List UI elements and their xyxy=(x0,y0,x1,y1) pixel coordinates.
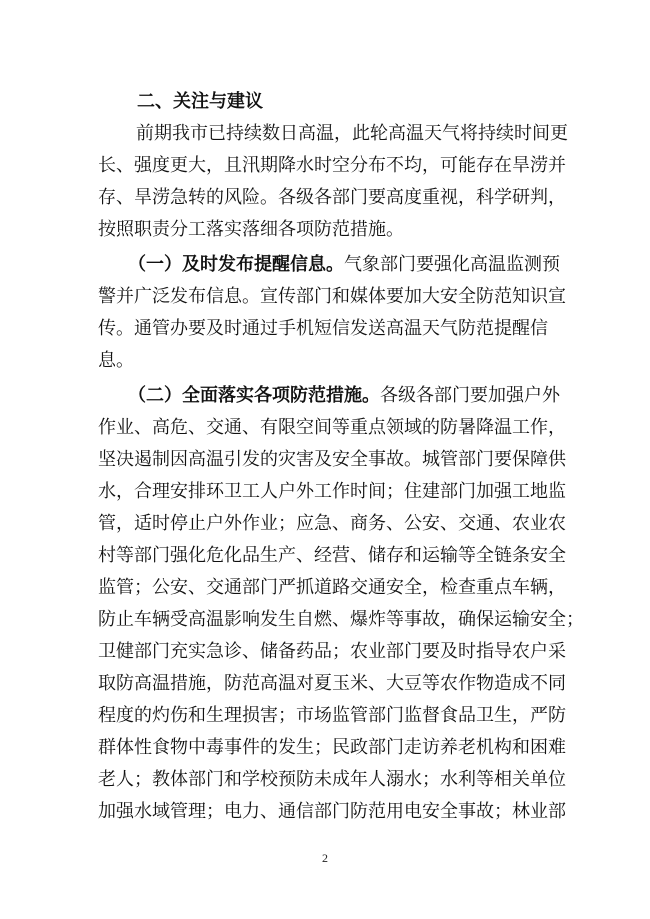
item2-line-7: 监管；公安、交通部门严抓道路交通安全，检查重点车辆， xyxy=(98,577,566,598)
item2-first-rest: 各级各部门要加强户外 xyxy=(380,385,560,406)
item2-line-13: 老人；教体部门和学校预防未成年人溺水；水利等相关单位 xyxy=(98,769,566,790)
section-heading: 二、关注与建议 xyxy=(137,91,263,112)
item2-line-8: 防止车辆受高温影响发生自燃、爆炸等事故，确保运输安全； xyxy=(98,609,584,630)
item2-line-4: 水，合理安排环卫工人户外工作时间；住建部门加强工地监 xyxy=(98,481,566,502)
item1-first-line xyxy=(0,254,650,276)
item2-lead: （二）全面落实各项防范措施。 xyxy=(128,385,380,406)
item1-line-4: 息。 xyxy=(98,350,134,371)
item2-line-14: 加强水域管理；电力、通信部门防范用电安全事故；林业部 xyxy=(98,801,566,822)
item2-line-3: 坚决遏制因高温引发的灾害及安全事故。城管部门要保障供 xyxy=(98,449,566,470)
item1-line-2: 警并广泛发布信息。宣传部门和媒体要加大安全防范知识宣 xyxy=(98,286,566,307)
item2-line-9: 卫健部门充实急诊、储备药品；农业部门要及时指导农户采 xyxy=(98,641,566,662)
item1-first-rest: 气象部门要强化高温监测预 xyxy=(344,254,560,275)
item2-line-11: 程度的灼伤和生理损害；市场监管部门监督食品卫生，严防 xyxy=(98,705,566,726)
item2-line-6: 村等部门强化危化品生产、经营、储存和运输等全链条安全 xyxy=(98,545,566,566)
intro-line-3: 存、旱涝急转的风险。各级各部门要高度重视，科学研判， xyxy=(98,187,566,208)
item2-line-2: 作业、高危、交通、有限空间等重点领域的防暑降温工作， xyxy=(98,417,566,438)
item1-line-3: 传。通管办要及时通过手机短信发送高温天气防范提醒信 xyxy=(98,318,548,339)
item1-lead: （一）及时发布提醒信息。 xyxy=(128,254,344,275)
item2-line-12: 群体性食物中毒事件的发生；民政部门走访养老机构和困难 xyxy=(98,737,566,758)
item2-first-line xyxy=(0,385,650,407)
intro-line-1: 前期我市已持续数日高温，此轮高温天气将持续时间更 xyxy=(136,123,568,144)
intro-line-4: 按照职责分工落实落细各项防范措施。 xyxy=(98,219,404,240)
intro-line-2: 长、强度更大，且汛期降水时空分布不均，可能存在旱涝并 xyxy=(98,155,566,176)
item2-line-10: 取防高温措施，防范高温对夏玉米、大豆等农作物造成不同 xyxy=(98,673,566,694)
item2-line-5: 管，适时停止户外作业；应急、商务、公安、交通、农业农 xyxy=(98,513,566,534)
page-number: 2 xyxy=(322,851,328,865)
